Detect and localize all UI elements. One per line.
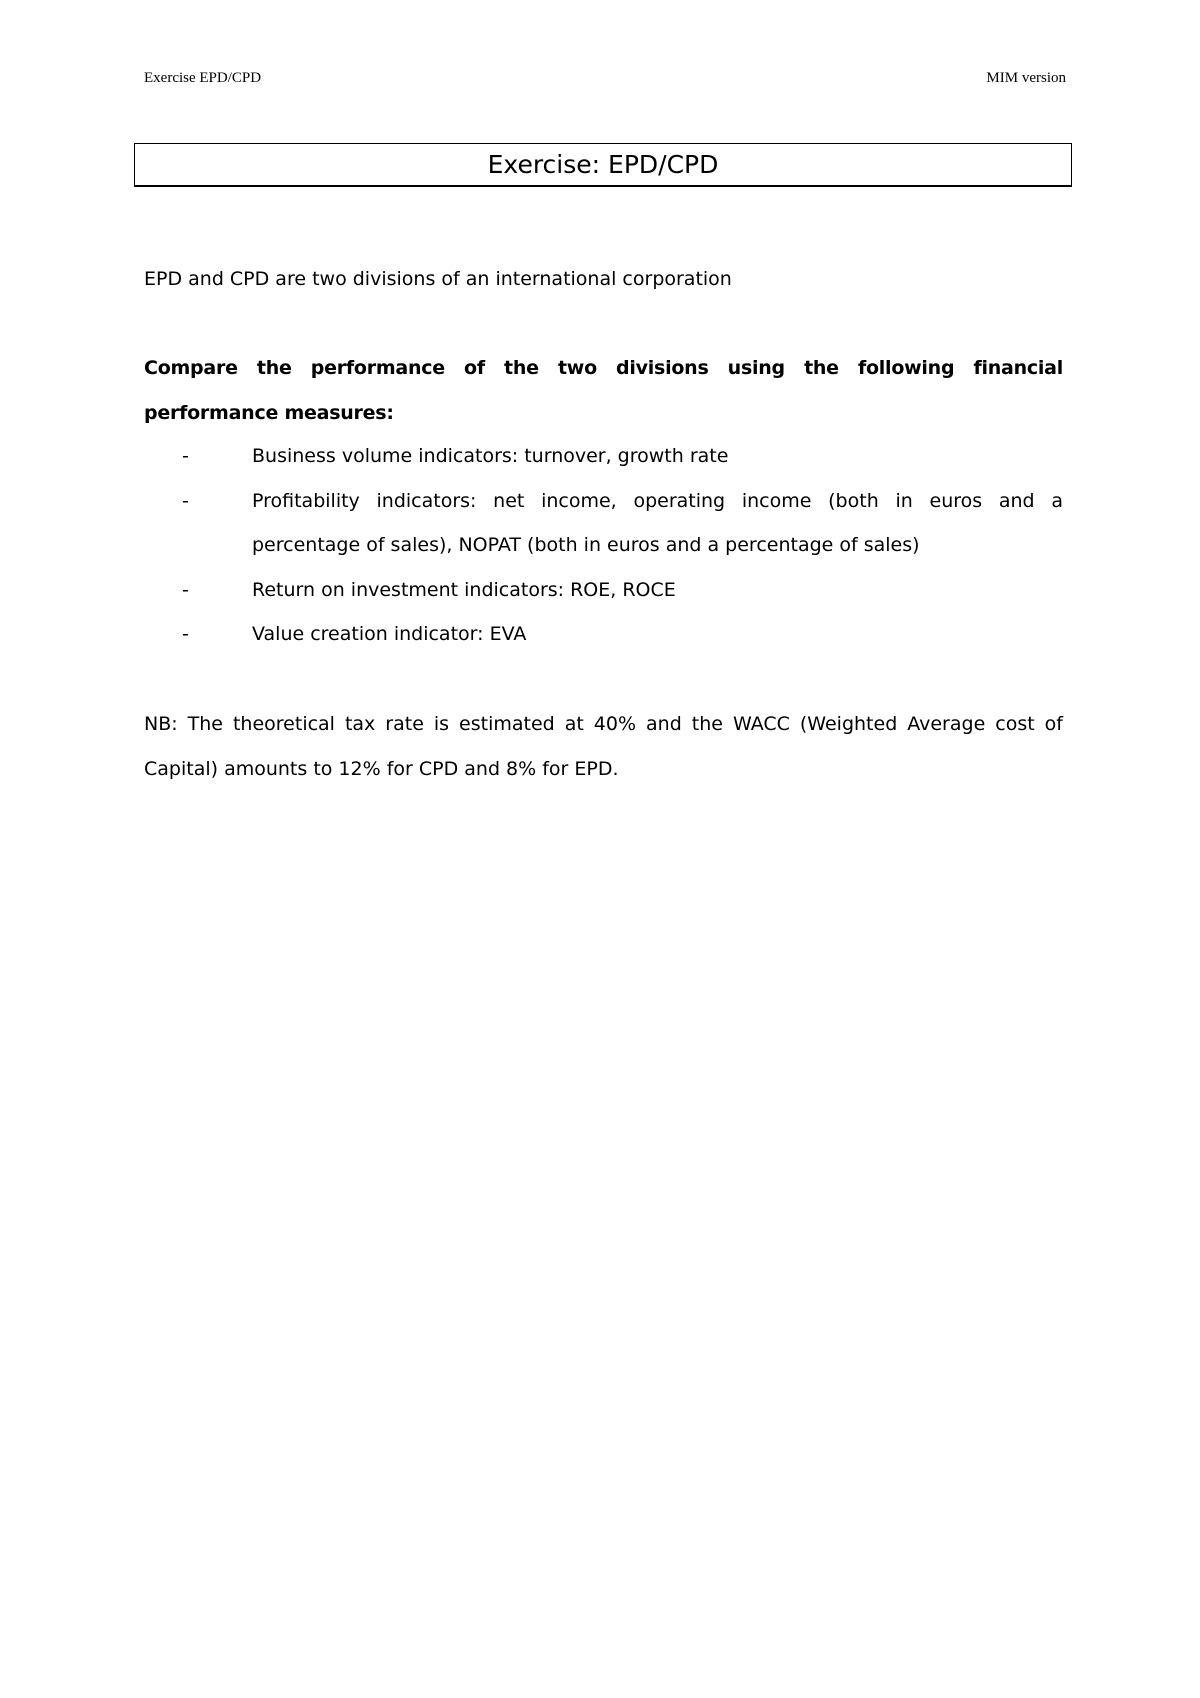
list-item <box>144 568 1063 613</box>
list-item <box>144 612 1063 657</box>
list-dash: - <box>182 489 189 512</box>
indicator-list <box>144 434 1063 657</box>
list-item-text: Value creation indicator: EVA <box>252 623 527 645</box>
list-dash: - <box>182 445 189 467</box>
list-item <box>144 434 1063 479</box>
list-item-text: Profitability indicators: net income, operating income (both in euros and a percentage of sales), NOPAT (both in euros and a percentage of sales) <box>252 489 1063 556</box>
question-text: Compare the performance of the two divisions using the following financial performance measures: <box>144 357 1063 424</box>
list-item-text: Business volume indicators: turnover, growth rate <box>252 445 729 467</box>
header-left-text: Exercise EPD/CPD <box>144 70 262 86</box>
question-paragraph <box>144 346 1063 435</box>
page-header <box>144 70 1066 94</box>
page-title: Exercise: EPD/CPD <box>487 150 719 179</box>
intro-paragraph: EPD and CPD are two divisions of an international corporation <box>144 268 732 290</box>
list-dash: - <box>182 623 189 645</box>
note-paragraph: NB: The theoretical tax rate is estimated at 40% and the WACC (Weighted Average cost of Capital) amounts to 12% for CPD and 8% for EPD. <box>144 713 1063 780</box>
list-item-text: Return on investment indicators: ROE, ROCE <box>252 578 676 601</box>
list-dash: - <box>182 578 189 601</box>
title-box <box>134 143 1072 187</box>
list-item <box>144 479 1063 568</box>
header-right-text: MIM version <box>986 70 1066 86</box>
